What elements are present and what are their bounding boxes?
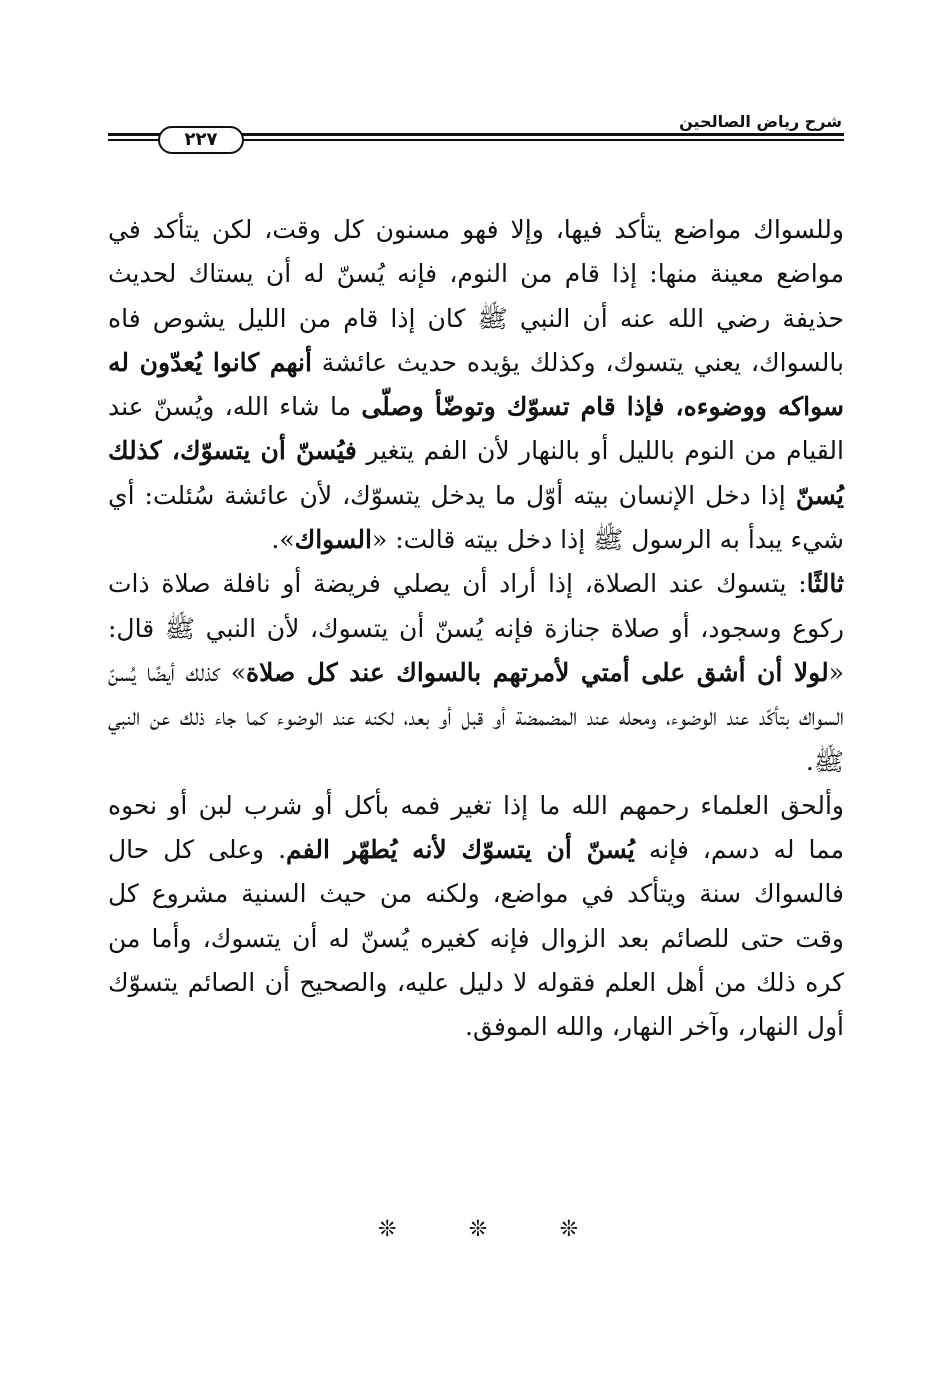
body-text [108, 208, 844, 1050]
paragraph-2 [108, 562, 844, 783]
bold-run: ثالثًا [806, 569, 844, 599]
text-run: وللسواك مواضع يتأكد فيها، وإلا فهو مسنون كل وقت، لكن يتأكد في مواضع معينة منها: إذا قام من النوم، فإنه يُسنّ له أن يستاك لحديث حذيفة رضي الله عنه أن النبي ﷺ كان إذا قام من الليل يشوص فاه بالسواك، يعني يتسوك، وكذلك يؤيده حديث عائشة [108, 215, 844, 377]
text-run: ». [271, 525, 295, 555]
running-header-title: شرح رياض الصالحين [679, 112, 842, 131]
text-run: . وعلى كل حال فالسواك سنة ويتأكد في مواضع، ولكنه من حيث السنية مشروع كل وقت حتى للصائم بعد الزوال فإنه كغيره يُسنّ له أن يتسوك، وأما من كره ذلك من أهل العلم فقوله لا دليل عليه، والصحيح أن الصائم يتسوّك أول النهار، وآخر النهار، والله الموفق. [108, 835, 844, 1042]
section-end-ornaments [378, 1218, 578, 1242]
bold-run: السواك [294, 525, 372, 555]
text-run: وألحق العلماء رحمهم الله ما إذا تغير فمه بأكل أو شرب لبن أو نحوه مما له دسم، فإنه [108, 790, 844, 865]
bold-run: فيُسنّ أن يتسوّك، كذلك يُسنّ [108, 436, 844, 510]
text-run: ما شاء الله، ويُسنّ عند القيام من النوم بالليل أو بالنهار لأن الفم يتغير [108, 392, 844, 466]
bold-run: أنهم كانوا يُعدّون له سواكه ووضوءه، فإذا قام تسوّك وتوضّأ وصلّى [108, 347, 844, 422]
asterism-icon: ❊ [468, 1217, 488, 1242]
text-run: إذا دخل الإنسان بيته أوّل ما يدخل يتسوّك، لأن عائشة سُئلت: أي شيء يبدأ به الرسول ﷺ إذا دخل بيته قالت: « [108, 480, 844, 555]
asterism-icon: ❊ [559, 1217, 578, 1242]
bold-run: يُسنّ أن يتسوّك لأنه يُطهّر الفم [286, 835, 635, 865]
bold-run: لولا أن أشق على أمتي لأمرتهم بالسواك عند كل صلاة [246, 657, 829, 687]
asterism-icon: ❊ [378, 1217, 397, 1242]
paragraph-3 [108, 784, 844, 1050]
text-run: : يتسوك عند الصلاة، إذا أراد أن يصلي فريضة أو نافلة صلاة ذات ركوع وسجود، أو صلاة جنازة فإنه يُسنّ أن يتسوك، لأن النبي ﷺ قال: « [108, 569, 844, 687]
page-number: ٢٢٧ [158, 126, 244, 154]
header-rule [108, 128, 844, 150]
text-run: » كذلك أيضًا يُسنّ السواك بتأكّد عند الوضوء، ومحله عند المضمضة أو قبل أو بعد، لكنه عند الوضوء كما جاء ذلك عن النبي ﷺ. [108, 657, 844, 776]
paragraph-1 [108, 208, 844, 562]
